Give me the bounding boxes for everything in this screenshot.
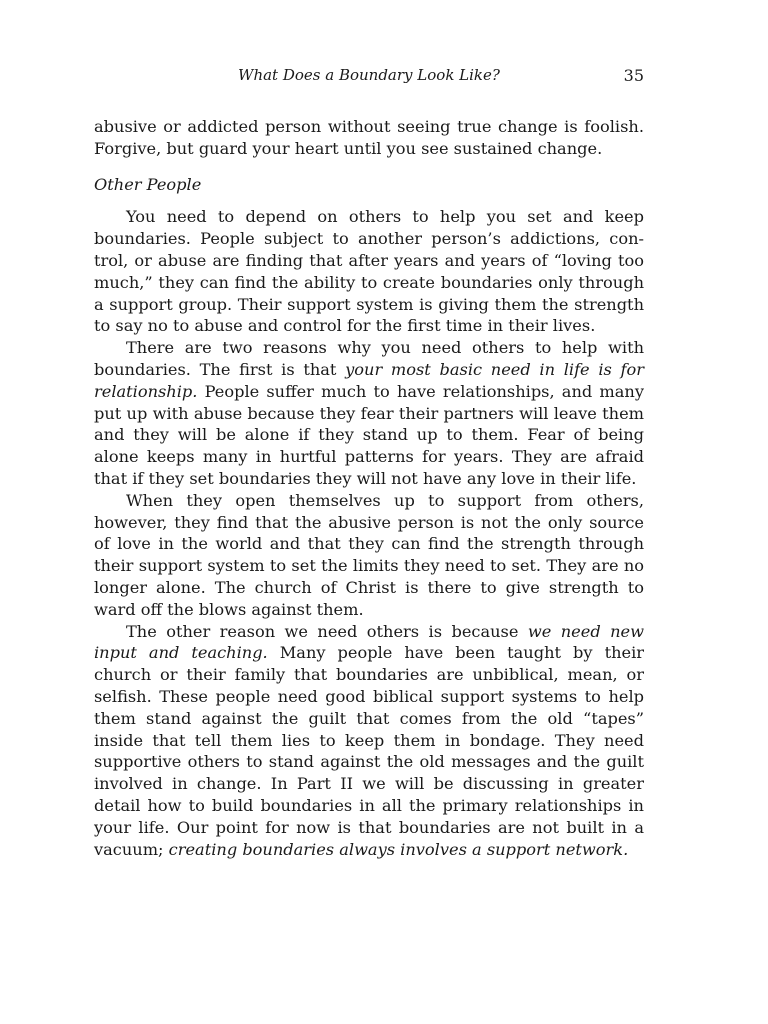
paragraph: You need to depend on others to help you set and keep boundaries. People subject to another person’s addictions, control, or abuse are finding that after years and years of “loving too much,” they can find the ability to create boundaries only through a support group. Their support system is giving them the strength to say no to abuse and control for the first time in their lives.	[94, 207, 644, 336]
running-title: What Does a Boundary Look Like?	[238, 66, 500, 84]
emphasis-text: your most basic need in life is for relationship.	[94, 359, 644, 401]
emphasis-text: creating boundaries always involves a support network.	[168, 839, 629, 859]
page-number: 35	[623, 66, 644, 85]
paragraph	[94, 337, 644, 490]
paragraph-text: Many people have been taught by their church or their family that boundaries are unbiblical, mean, or selfish. These people need good biblical support systems to help them stand against the guilt that comes from the old “tapes” inside that tell them lies to keep them in bondage. They need supportive others to stand against the old messages and the guilt involved in change. In Part II we will be discussing in greater detail how to build boundaries in all the primary relationships in your life. Our point for now is that boundaries are not built in a vacuum;	[94, 643, 644, 859]
body-text	[94, 116, 644, 860]
paragraph-continued: abusive or addicted person without seeing true change is foolish. Forgive, but guard your heart until you see sustained change.	[94, 117, 644, 158]
emphasis-text: we need new input and teaching.	[94, 621, 644, 663]
paragraph-text: People suffer much to have relationships, and many put up with abuse because they fear their partners will leave them and they will be alone if they stand up to them. Fear of being alone keeps many in hurtful patterns for years. They are afraid that if they set boundaries they will not have any love in their life.	[94, 381, 644, 488]
book-page	[94, 62, 644, 860]
paragraph	[94, 621, 644, 861]
section-heading: Other People	[94, 174, 202, 194]
paragraph: When they open themselves up to support from others, however, they find that the abusive person is not the only source of love in the world and that they can find the strength through their support system to set the limits they need to set. They are no longer alone. The church of Christ is there to give strength to ward off the blows against them.	[94, 490, 644, 619]
paragraph-text: The other reason we need others is because	[126, 621, 528, 641]
paragraph-text: There are two reasons why you need others to help with boundaries. The first is that	[94, 338, 644, 379]
running-head	[94, 62, 644, 92]
